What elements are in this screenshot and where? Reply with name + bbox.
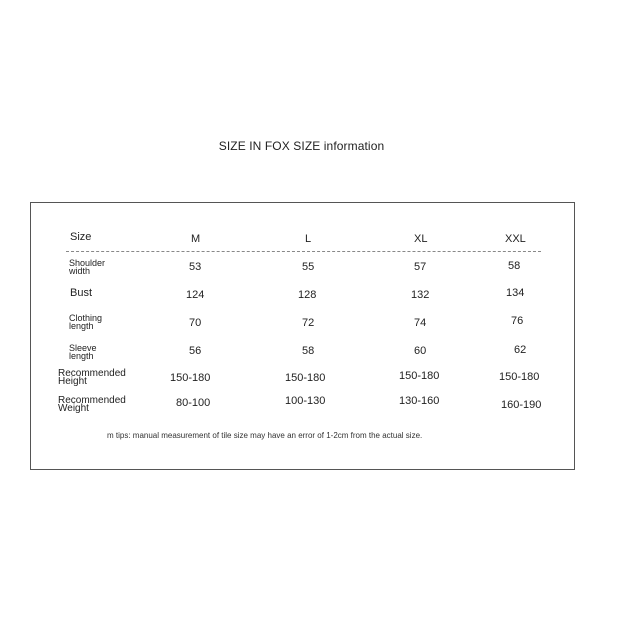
row-label-line: Clothing — [69, 313, 103, 323]
row-label-line: Sleeve — [69, 343, 97, 353]
table-cell: 134 — [506, 287, 525, 299]
table-cell: 124 — [186, 289, 205, 301]
table-cell: 80-100 — [176, 397, 211, 409]
size-header-label: Size — [70, 231, 92, 243]
table-cell: 150-180 — [399, 370, 440, 382]
row-label-line: Recommended — [58, 368, 126, 379]
table-cell: 150-180 — [170, 372, 211, 384]
row-label-clothing-length — [69, 314, 102, 330]
page-title: SIZE IN FOX SIZE information — [218, 139, 385, 153]
table-cell: 150-180 — [285, 372, 326, 384]
table-cell: 70 — [189, 317, 202, 329]
table-cell: 132 — [411, 289, 430, 301]
table-cell: 74 — [414, 317, 427, 329]
row-label-line: length — [69, 321, 94, 331]
table-cell: 150-180 — [499, 371, 540, 383]
row-label-line: width — [69, 266, 91, 276]
table-cell: 60 — [414, 345, 427, 357]
row-label-shoulder-width — [69, 259, 105, 275]
measurement-tips: m tips: manual measurement of tile size may have an error of 1-2cm from the actual size. — [107, 431, 423, 440]
table-cell: 128 — [298, 289, 317, 301]
row-label-line: Shoulder — [69, 258, 106, 268]
table-cell: 62 — [514, 344, 527, 356]
row-label-recommended-weight — [58, 397, 126, 413]
row-label-recommended-height — [58, 370, 126, 386]
table-cell: 100-130 — [285, 395, 326, 407]
table-cell: 53 — [189, 261, 202, 273]
table-cell: 160-190 — [501, 399, 542, 411]
row-label-line: Recommended — [58, 395, 126, 406]
header-divider — [66, 251, 541, 252]
table-cell: 58 — [302, 345, 315, 357]
size-col-m: M — [191, 233, 201, 245]
table-cell: 57 — [414, 261, 427, 273]
row-label-sleeve-length — [69, 344, 97, 360]
size-col-xl: XL — [414, 233, 428, 245]
row-label-line: Height — [58, 376, 87, 387]
size-chart-panel — [30, 202, 575, 470]
table-cell: 58 — [508, 260, 521, 272]
table-cell: 55 — [302, 261, 315, 273]
row-label-bust: Bust — [70, 287, 93, 299]
table-cell: 56 — [189, 345, 202, 357]
table-cell: 130-160 — [399, 395, 440, 407]
size-col-l: L — [305, 233, 312, 245]
table-cell: 76 — [511, 315, 524, 327]
row-label-line: length — [69, 351, 94, 361]
table-cell: 72 — [302, 317, 315, 329]
size-col-xxl: XXL — [505, 233, 526, 245]
row-label-line: Weight — [58, 403, 89, 414]
